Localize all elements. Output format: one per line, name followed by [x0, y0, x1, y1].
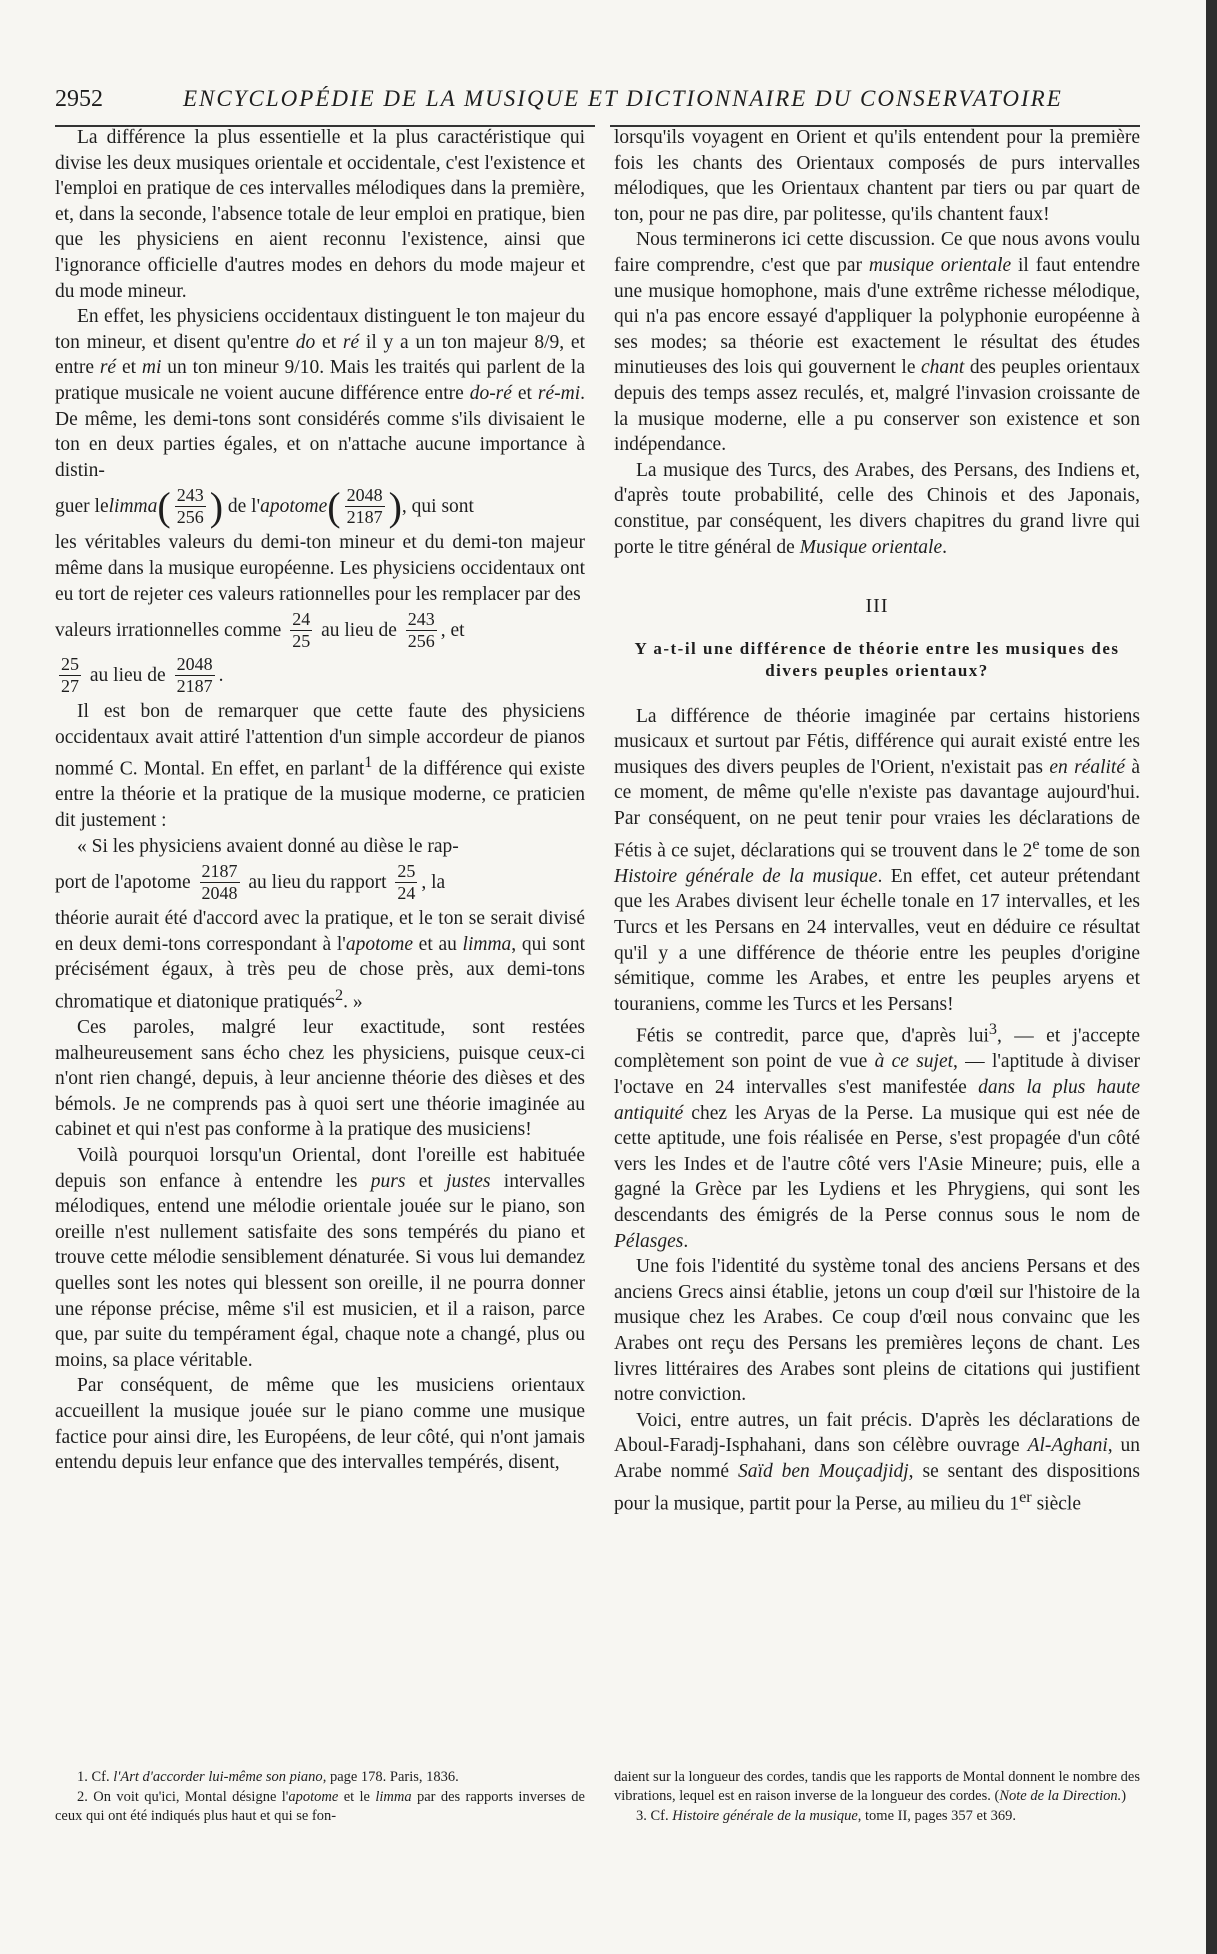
footnote-ref: 3 [988, 1020, 998, 1039]
footnotes-left [55, 1768, 585, 1827]
paragraph: Nous terminerons ici cette discussion. Ce que nous avons voulu faire comprendre, c'est que par musique orientale il faut entendre une musique homophone, mais d'une extrême richesse mélodique, qui n'a pas encore essayé d'appliquer la polyphonie européenne à ses modes; sa théorie est exactement le résultat des études minutieuses des lois qui gouvernent le chant des peuples orientaux depuis des temps assez reculés, et, malgré l'invasion croissante de la musique moderne, elle a pu conserver son existence et son indépendance. [614, 229, 1141, 456]
footnote-ref: 1 [364, 753, 373, 772]
quote-paragraph: « Si les physiciens avaient donné au dièse le rap- [77, 835, 459, 857]
footnote-3: 3. Cf. Histoire générale de la musique, tome II, pages 357 et 369. [636, 1808, 1017, 1824]
footnote-1: 1. Cf. l'Art d'accorder lui-même son piano, page 178. Paris, 1836. [77, 1769, 459, 1785]
fraction: $\frac{2048}{2187}$ [176, 654, 213, 697]
superscript: er [1019, 1487, 1032, 1506]
superscript: e [1032, 834, 1040, 853]
footnote-2-continuation: daient sur la longueur des cordes, tandis que les rapports de Montal donnent le nombre des vibrations, lequel est en raison inverse de la longueur des cordes. (Note de la Direction.) [614, 1769, 1140, 1804]
footnote-2: 2. On voit qu'ici, Montal désigne l'apotome et le limma par des rapports inverses de ceux qui ont été indiqués plus haut et qui se fon- [55, 1789, 585, 1824]
paragraph: Par conséquent, de même que les musiciens orientaux accueillent la musique jouée sur le piano comme une musique factice pour ainsi dire, les Européens, de leur côté, qui n'ont jamais entendu depuis leur enfance que des intervalles tempérés, disent, [55, 1375, 585, 1474]
paragraph: La différence la plus essentielle et la plus caractéristique qui divise les deux musiques orientale et occidentale, c'est l'existence et l'emploi en pratique de ces intervalles mélodiques dans la première, et, dans la seconde, l'absence totale de leur emploi en pratique, bien que les physiciens en aient reconnu l'existence, ainsi que l'ignorance officielle d'autres modes en dehors du mode majeur et du mode mineur. [55, 127, 585, 302]
irrational-values-line-2: $\frac{25}{27}$ au lieu de $\frac{2048}{2187}$ . [61, 654, 224, 697]
right-column [614, 125, 1140, 1517]
paragraph: Fétis se contredit, parce que, d'après lui$^3$, — et j'accepte complètement son point de vue à ce sujet, — l'aptitude à diviser l'octave en 24 intervalles s'est manifestée dans la plus haute antiquité chez les Aryas de la Perse. La musique qui est née de cette aptitude, une fois réalisée en Perse, s'est propagée d'un côté vers les Indes et de l'autre côté vers l'Asie Mineure; puis, elle a gagné la Grèce par les Lydiens et les Phrygiens, qui sont les descendants des émigrés de la Perse connus sous le nom de Pélasges. [614, 1020, 1140, 1252]
fraction: $\frac{25}{24}$ [397, 861, 416, 904]
irrational-values-line: valeurs irrationnelles comme $\frac{24}{25}$ au lieu de $\frac{243}{256}$ , et [55, 609, 465, 652]
paragraph: Ces paroles, malgré leur exactitude, sont restées malheureusement sans écho chez les physiciens, puisque ceux-ci n'ont rien changé, depuis, à leur ancienne théorie des dièses et des bémols. Je ne comprends pas à quoi sert une théorie imaginée au cabinet et qui n'est pas conforme à la pratique des musiciens! [55, 1017, 585, 1141]
paragraph: La différence de théorie imaginée par certains historiens musicaux et surtout par Fétis, différence qui aurait existé entre les musiques des divers peuples de l'Orient, n'existait pas en réalité à ce moment, de même qu'elle n'existe pas davantage aujourd'hui. Par conséquent, on ne peut tenir pour vraies les déclarations de Fétis à ce sujet, déclarations qui se trouvent dans le 2e tome de son Histoire générale de la musique. En effet, cet auteur prétendant que les Arabes divisent leur échelle tonale en 17 intervalles, et les Turcs et les Persans en 24 intervalles, veut en déduire ce résultat qu'il y a une différence de théorie entre les peuples d'origine sémitique, comme les Arabes, et entre les peuples aryens et touraniens, comme les Turcs et les Persans! [614, 705, 1140, 1015]
paragraph: lorsqu'ils voyagent en Orient et qu'ils entendent pour la première fois les chants des Orientaux composés de purs intervalles mélodiques, que les Orientaux chantent par tiers ou par quart de ton, pour ne pas dire, par politesse, qu'ils chantent faux! [614, 127, 1140, 225]
running-title: ENCYCLOPÉDIE DE LA MUSIQUE ET DICTIONNAIRE DU CONSERVATOIRE [183, 86, 1063, 111]
left-column [55, 125, 585, 1476]
fraction: $\frac{2048}{2187}$ [346, 485, 383, 528]
ratio-line: port de l'apotome $\frac{2187}{2048}$ au lieu du rapport $\frac{25}{24}$ , la [55, 861, 446, 904]
page-header [55, 86, 1135, 124]
paragraph: Il est bon de remarquer que cette faute des physiciens occidentaux avait attiré l'attention d'un simple accordeur de pianos nommé C. Montal. En effet, en parlant$^1$ de la différence qui existe entre la théorie et la pratique de la musique moderne, ce praticien dit justement : [55, 701, 585, 831]
footnotes-right [614, 1768, 1140, 1827]
section-title: Y a-t-il une différence de théorie entre les musiques des divers peuples orientaux? [634, 638, 1120, 680]
fraction: $\frac{2187}{2048}$ [201, 861, 238, 904]
fraction: $\frac{24}{25}$ [292, 609, 311, 652]
paragraph: Une fois l'identité du système tonal des anciens Persans et des anciens Grecs ainsi établie, jetons un coup d'œil sur l'histoire de la musique chez les Arabes. Ce coup d'œil nous convainc que les Arabes ont reçu des Persans les premières leçons de chant. Les livres littéraires des Arabes sont pleins de citations qui justifient notre conviction. [614, 1256, 1140, 1406]
footnote-ref: 2 [334, 985, 344, 1004]
fraction: $\frac{243}{256}$ [407, 609, 435, 652]
section-number: III [865, 595, 889, 618]
quote-continuation: théorie aurait été d'accord avec la pratique, et le ton se serait divisé en deux demi-tons correspondant à l'apotome et au limma, qui sont précisément égaux, à très peu de chose près, aux demi-tons chromatique et diatonique pratiqués$^2$. » [55, 908, 585, 1013]
paragraph: En effet, les physiciens occidentaux distinguent le ton majeur du ton mineur, et disent qu'entre do et ré il y a un ton majeur 8/9, et entre ré et mi un ton mineur 9/10. Mais les traités qui parlent de la pratique musicale ne voient aucune différence entre do-ré et ré-mi. De même, les demi-tons sont considérés comme s'ils divisaient le ton en deux parties égales, et on n'attache aucune importance à distin- [55, 306, 585, 481]
fraction: $\frac{243}{256}$ [176, 485, 204, 528]
limma-apotome-line: guer le limma ( $\frac{243}{256}$ ) de l' apotome ( $\frac{2048}{2187}$ ) , qui sont [55, 483, 474, 529]
paragraph: Voilà pourquoi lorsqu'un Oriental, dont l'oreille est habituée depuis son enfance à entendre les purs et justes intervalles mélodiques, entend une mélodie orientale jouée sur le piano, son oreille n'est nullement satisfaite des sons tempérés du piano et trouve cette mélodie sensiblement dénaturée. Si vous lui demandez quelles sont les notes qui blessent son oreille, il ne pourra donner une réponse précise, même s'il est musicien, et il a raison, parce que, par suite du tempérament égal, chaque note a changé, plus ou moins, sa place véritable. [55, 1145, 585, 1371]
page-number: 2952 [55, 86, 103, 112]
page-edge-strip [1206, 0, 1217, 1954]
paragraph: La musique des Turcs, des Arabes, des Persans, des Indiens et, d'après toute probabilité, celle des Chinois et des Japonais, constitue, par conséquent, les divers chapitres du grand livre qui porte le titre général de Musique orientale. [614, 459, 1140, 558]
paragraph: les véritables valeurs du demi-ton mineur et du demi-ton majeur même dans la musique européenne. Les physiciens occidentaux ont eu tort de rejeter ces valeurs rationnelles pour les remplacer par des [55, 532, 585, 605]
paragraph: Voici, entre autres, un fait précis. D'après les déclarations de Aboul-Faradj-Isphahani, dans son célèbre ouvrage Al-Aghani, un Arabe nommé Saïd ben Mouçadjidj, se sentant des dispositions pour la musique, partit pour la Perse, au milieu du 1er siècle [614, 1409, 1141, 1514]
fraction: $\frac{25}{27}$ [61, 654, 79, 697]
